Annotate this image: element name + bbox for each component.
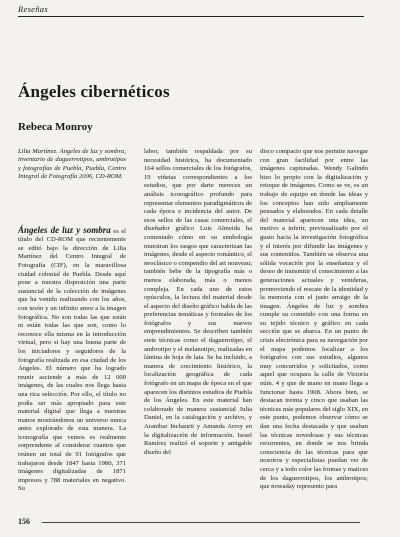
bottom-rule xyxy=(42,522,360,523)
article-author: Rebeca Monroy xyxy=(18,121,93,133)
column-2 xyxy=(144,148,252,526)
column-2-body: labor, también respaldada por su necesidad histórica, ha documentado 164 sellos comerciales de los fotógrafos, 19 viñetas correspondientes a los estudios, que por darte mereces un análisis iconográfico profundo para representar elementos paradigmáticos de cada época e incidencia del autor. De esos sellos de las casas comerciales, el diseñador gráfico Luis Almeida ha comentado cómo en su simbología muestran los rasgos que caracterizan las imágenes, desde el aspecto romántico, el neoclásico o compendio del art nouveau; también bebe de la tipografía más o menos elaborada, más o menos compleja. En cada uno de estos opúsculos, la lectura del material desde el aspecto del diseño gráfico habla de las preferencias temáticas y formales de los fotógrafos y sus nuevos emprendimientos. Se describen también siete técnicas como el daguerrotipo, el ambrotipo y el melanotipo, realizadas en lámina de hoja de lata. Se ha incluido, a manera de crecimiento histórico, la localización geográfica de cada fotógrafo en un mapa de época en el que aparecen los distintos estudios de Puebla de los Ángeles. En este material han colaborado de manera sustancial Julia Daniel, en la catalogación y archivo, y Aranibar Inchaurti y Amanda Arroy en la digitalización de información. Israel Ramírez realizó el soporte y amigable diseño del xyxy=(144,148,252,456)
page-number: 156 xyxy=(18,517,30,526)
column-1-body: es el título del CD-ROM que recientemente se editó bajo la dirección de Lilia Martínez del Centro Integral de Fotografía (CIF), en la maravillosa ciudad colonial de Puebla. Desde aquí pone a nuestra disposición una parte sustancial de la colección de imágenes que ha venido realizando con los años, con tesón y un infinito amor a la imagen fotográfica. No son todas las que están ni están todas las que son, como lo reconoce ella misma en la introducción virtual, pero si hay una buena parte de los iniciadores y seguidores de la fotografía realizada en esa ciudad de los Ángeles. El número que ha logrado reunir asciende a más de 12 000 imágenes, de las cuales nos llega hasta una rica selección. Por ello, el título no podía ser más apropiado para este material digital que llega a nuestras manos mostrándonos un universo nunca antes explorado de esta manera. La iconografía que vemos es realmente sorprendente al considerar cuantos que reúnen un total de 91 fotógrafos que trabajaron desde 1847 hasta 1980, 371 imágenes digitalizadas de 1871 impresos y 788 materiales en negativo. Su xyxy=(18,227,126,493)
column-1-text xyxy=(18,226,126,494)
book-reference: Lilia Martínez. Ángeles de luz y sombra, inventario de daguerrotipos, ambrotipos y fotografías de Puebla, Puebla, Centro Integral de Fotografía 2006, CD-ROM. xyxy=(18,148,126,181)
column-1 xyxy=(18,148,126,526)
top-rule xyxy=(18,16,364,17)
article-title: Ángeles cibernéticos xyxy=(18,82,170,101)
column-3 xyxy=(260,148,368,526)
lead-initial: Ángeles de luz y sombra xyxy=(18,224,111,235)
column-3-body: disco compacto que nos permite navegar con gran facilidad por entre las imágenes capturadas. Wendy Galindo hizo lo propio con la digitalización y retoque de imágenes. Como se ve, es un trabajo de equipo en donde las ideas y los conceptos han sido ampliamente pensados y elaborados. En cada detalle del material aparecen una idea, un motivo a inferir, previsualizado por el gusto hacia la investigación fotográfica y el interés por difundir las imágenes y sus contenidos. También se observa una sólida vocación por la enseñanza y el deseo de transmitir el conocimiento a las generaciones actuales y venideras, promoviendo el rescate de la identidad y la memoria con el justo arraigo de la imagen. Ángeles de luz y sombra cumple su cometido con una forma en su tejido técnico y gráfico en cada sección que se abarca. En un punto de crisis electrónica para su navegación por el mapa podemos localizar a los fotógrafos con sus estudios, algunos muy concurridos y solicitados, como aquel que ocupara la calle de Victoria núm. 4 y que de mano en mano llega a funcionar hasta 1908. Ahora bien, se destacan treinta y cinco que usaban las técnicas más populares del siglo XIX, en este punto, podemos observar cómo se dan una fecha destacada y que usaban las técnicas novedosas y sus técnicas recurrentes, en donde se nos brinda consciencia de las técnicas para que nosotros y especialistas puedan ver de cerca y a todo color las formas y matices de los daguerrotipos, los ambrotipos; que nowaday represento para xyxy=(260,148,368,491)
section-label: Reseñas xyxy=(18,4,48,14)
